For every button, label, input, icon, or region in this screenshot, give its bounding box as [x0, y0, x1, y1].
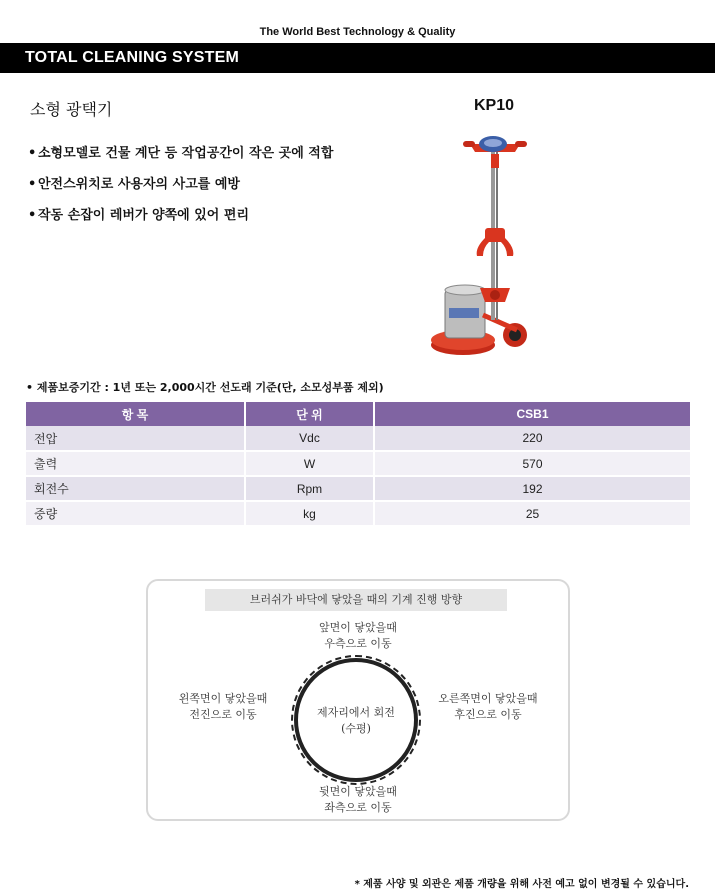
section-banner — [0, 43, 715, 73]
tagline: The World Best Technology & Quality — [259, 26, 456, 38]
spec-label: 회전수 — [26, 476, 245, 501]
banner-title: TOTAL CLEANING SYSTEM — [25, 49, 239, 66]
feature-item: • 소형모델로 건물 계단 등 작업공간이 작은 곳에 적합 — [28, 146, 334, 161]
bullet-icon: • — [28, 177, 37, 192]
bullet-icon: • — [28, 146, 37, 161]
diagram-label-back: 뒷면이 닿았을때 좌측으로 이동 — [319, 785, 397, 814]
diagram-label-center: 제자리에서 회전 (수평) — [317, 706, 395, 735]
column-header-unit: 단 위 — [245, 402, 374, 426]
feature-item: • 작동 손잡이 레버가 양쪽에 있어 편리 — [28, 208, 249, 223]
warranty-note: • 제품보증기간 : 1년 또는 2,000시간 선도래 기준(단, 소모성부품 제외) — [26, 381, 384, 394]
direction-diagram — [146, 579, 570, 821]
spec-label: 중량 — [26, 501, 245, 526]
feature-list — [28, 146, 333, 239]
spec-unit: kg — [245, 501, 374, 526]
spec-unit: Rpm — [245, 476, 374, 501]
table-row — [26, 426, 690, 451]
diagram-label-left: 왼쪽면이 닿았을때 전진으로 이동 — [178, 692, 268, 721]
diagram-label-right: 오른쪽면이 닿았을때 후진으로 이동 — [438, 692, 538, 721]
footnote: * 제품 사양 및 외관은 제품 개량을 위해 사전 예고 없이 변경될 수 있습니다. — [354, 879, 689, 890]
table-header-row — [26, 402, 690, 426]
spec-value: 192 — [374, 476, 690, 501]
diagram-title: 브러쉬가 바닥에 닿았을 때의 기계 진행 방향 — [205, 589, 507, 611]
spec-label: 전압 — [26, 426, 245, 451]
spec-unit: Vdc — [245, 426, 374, 451]
diagram-label-front: 앞면이 닿았을때 우측으로 이동 — [319, 621, 397, 650]
spec-value: 570 — [374, 451, 690, 476]
spec-table — [26, 402, 690, 527]
spec-value: 25 — [374, 501, 690, 526]
feature-item: • 안전스위치로 사용자의 사고를 예방 — [28, 177, 240, 192]
column-header-model: CSB1 — [374, 402, 690, 426]
bullet-icon: • — [28, 208, 37, 223]
table-row — [26, 501, 690, 526]
table-row — [26, 451, 690, 476]
product-name: 소형 광택기 — [30, 100, 113, 119]
model-number: KP10 — [474, 97, 515, 114]
spec-value: 220 — [374, 426, 690, 451]
table-row — [26, 476, 690, 501]
column-header-item: 항 목 — [26, 402, 245, 426]
spec-label: 출력 — [26, 451, 245, 476]
spec-unit: W — [245, 451, 374, 476]
floor-polisher-machine-image — [425, 130, 545, 362]
